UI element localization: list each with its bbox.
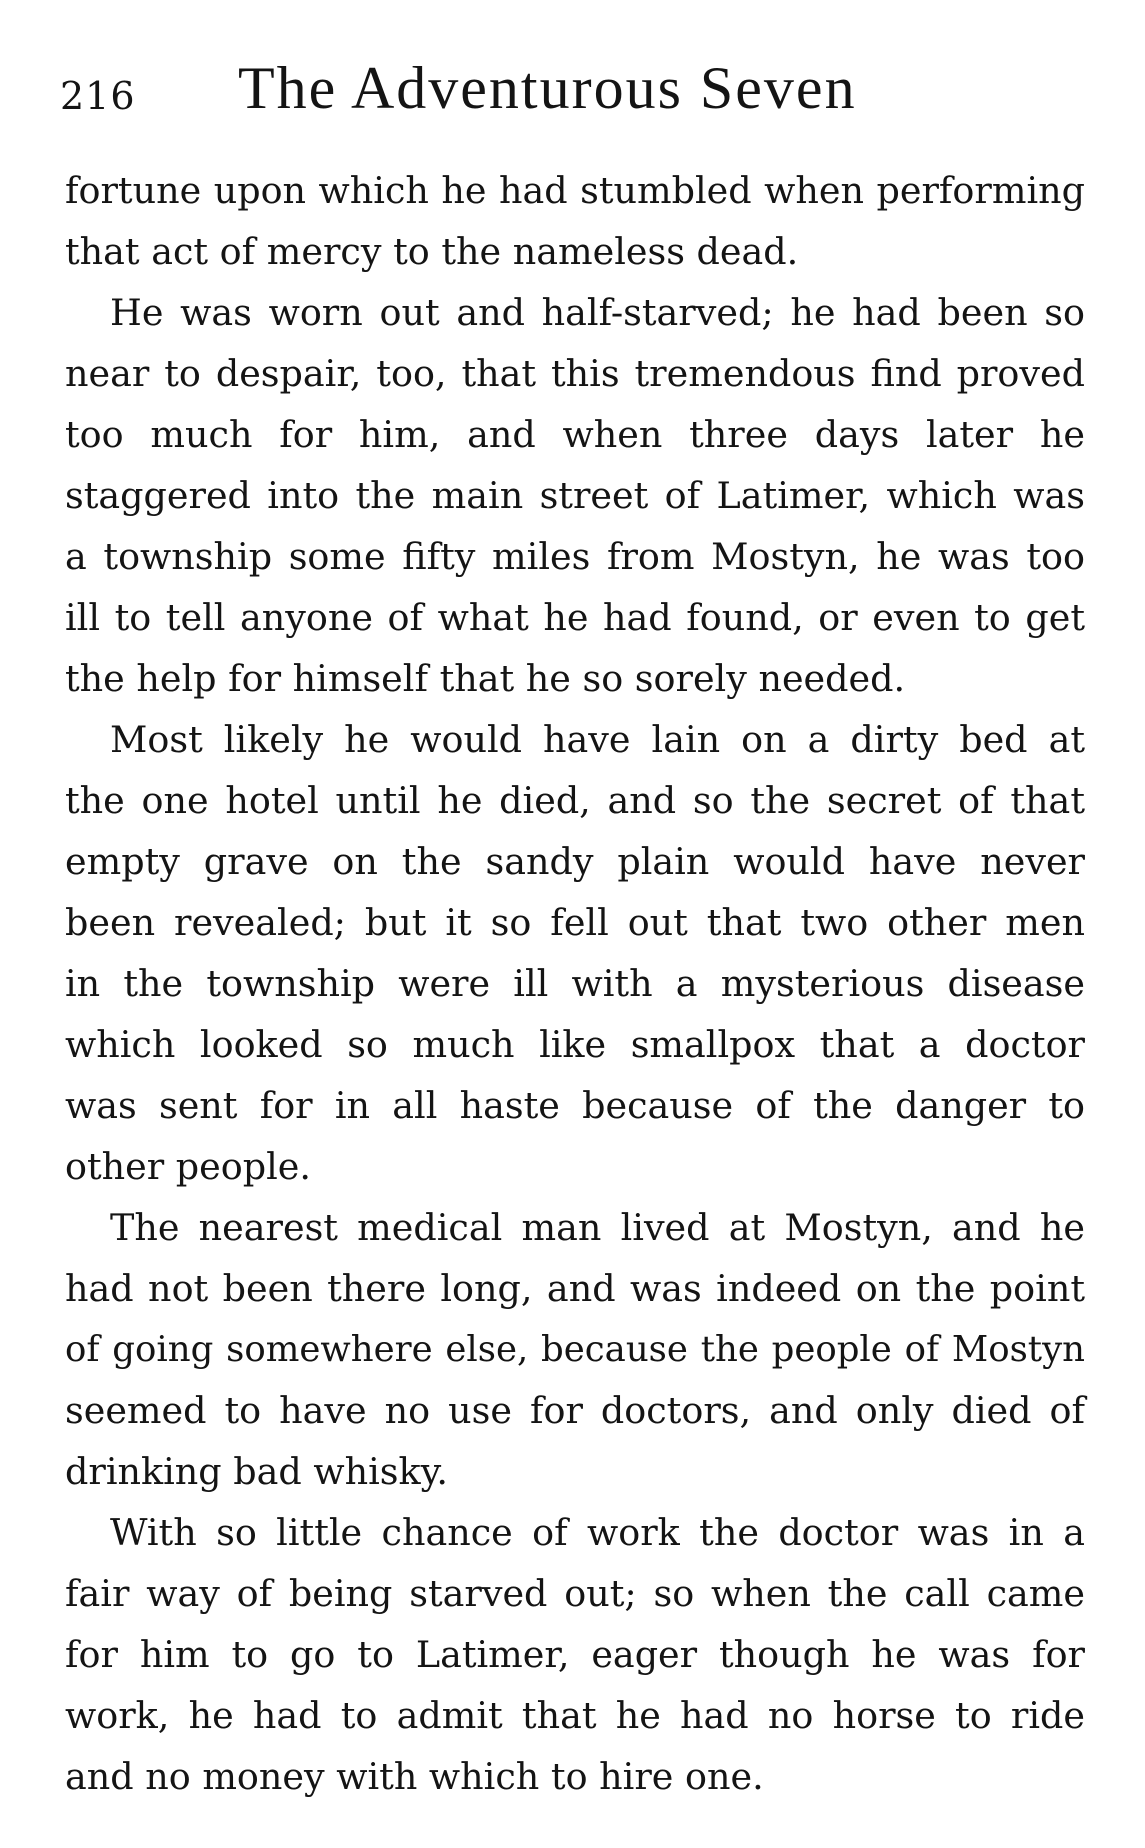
text-line: empty grave on the sandy plain would have never [65,840,1085,883]
text-line: of going somewhere else, because the people of Mostyn [65,1329,1085,1370]
text-line: other people. [65,1145,311,1188]
text-line: The nearest medical man lived at Mostyn, and he [110,1206,1085,1249]
text-line: was sent for in all haste because of the danger to [65,1084,1085,1127]
page-number: 216 [60,74,136,118]
body-text [65,160,1085,1807]
text-line: been revealed; but it so fell out that two other men [65,901,1085,944]
text-line: the one hotel until he died, and so the secret of that [65,779,1085,822]
text-line: and no money with which to hire one. [65,1755,764,1798]
text-line: Most likely he would have lain on a dirty bed at [110,718,1085,761]
text-line: had not been there long, and was indeed on the point [65,1267,1085,1310]
text-line: With so little chance of work the doctor was in a [110,1511,1085,1554]
text-line: staggered into the main street of Latimer, which was [65,474,1085,517]
text-line: the help for himself that he so sorely needed. [65,657,906,700]
text-line: work, he had to admit that he had no horse to ride [65,1694,1085,1737]
text-line: for him to go to Latimer, eager though he was for [65,1633,1085,1676]
text-line: that act of mercy to the nameless dead. [65,230,799,273]
page-header [60,48,1100,128]
text-line: seemed to have no use for doctors, and only died of [65,1389,1085,1432]
text-line: in the township were ill with a mysterious disease [65,962,1085,1005]
text-line: drinking bad whisky. [65,1450,449,1493]
text-line: which looked so much like smallpox that a doctor [65,1023,1085,1066]
text-line: fortune upon which he had stumbled when performing [65,169,1085,212]
text-line: a township some fifty miles from Mostyn, he was too [65,535,1085,578]
text-line: near to despair, too, that this tremendous find proved [65,352,1085,395]
text-line: He was worn out and half-starved; he had been so [110,291,1085,334]
running-title: The Adventurous Seven [238,55,857,121]
text-line: too much for him, and when three days later he [65,413,1085,456]
text-line: ill to tell anyone of what he had found, or even to get [65,596,1085,639]
text-line: fair way of being starved out; so when the call came [65,1572,1085,1615]
